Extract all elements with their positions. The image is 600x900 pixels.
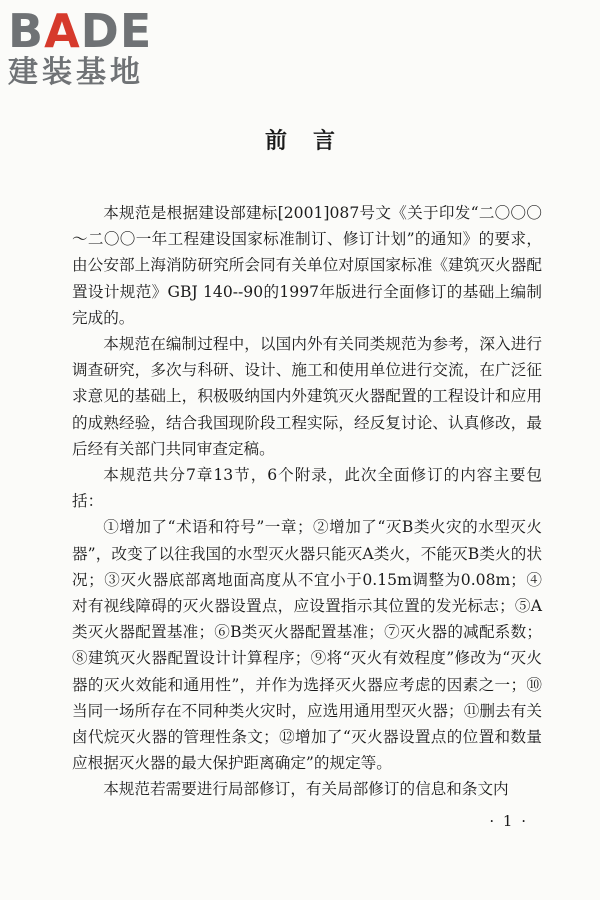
- bade-logo: [8, 6, 178, 92]
- logo-wordmark: [8, 6, 178, 56]
- paragraph-intro: 本规范是根据建设部建标[2001]087号文《关于印发“二〇〇〇～二〇〇一年工程建设国家标准制订、修订计划”的通知》的要求，由公安部上海消防研究所会同有关单位对原国家标准《建筑灭火器配置设计规范》GBJ 140--90的1997年版进行全面修订的基础上编制完成的。: [72, 204, 542, 327]
- page-number: · 1 ·: [489, 812, 528, 830]
- logo-letters-de: DE: [80, 4, 153, 58]
- page-title: 前言: [264, 129, 361, 154]
- logo-letter-a-accent: A: [44, 4, 81, 58]
- paragraph-changes: ①增加了“术语和符号”一章；②增加了“灭B类火灾的水型灭火器”，改变了以往我国的水型灭火器只能灭A类火，不能灭B类火的状况；③灭火器底部离地面高度从不宜小于0.15m调整为0.08m；④对有视线障碍的灭火器设置点，应设置指示其位置的发光标志；⑤A类灭火器配置基准；⑥B类灭火器配置基准；⑦灭火器的减配系数；⑧建筑灭火器配置设计计算程序；⑨将“灭火有效程度”修改为“灭火器的灭火效能和通用性”，并作为选择灭火器应考虑的因素之一；⑩当同一场所存在不同种类火灾时，应选用通用型灭火器；⑪删去有关卤代烷灭火器的管理性条文；⑫增加了“灭火器设置点的位置和数量应根据灭火器的最大保护距离确定”的规定等。: [72, 518, 542, 773]
- document-body: [72, 200, 542, 803]
- paragraph-revision: 本规范若需要进行局部修订，有关局部修订的信息和条文内: [103, 780, 509, 799]
- logo-letter-b: B: [8, 4, 45, 58]
- paragraph-structure: 本规范共分7章13节，6个附录，此次全面修订的内容主要包括：: [72, 466, 542, 511]
- paragraph-process: 本规范在编制过程中，以国内外有关同类规范为参考，深入进行调查研究，多次与科研、设计、施工和使用单位进行交流，在广泛征求意见的基础上，积极吸纳国内外建筑灭火器配置的工程设计和应用的成熟经验，结合我国现阶段工程实际，经反复讨论、认真修改，最后经有关部门共同审查定稿。: [72, 335, 542, 458]
- logo-subtitle: 建装基地: [8, 55, 144, 90]
